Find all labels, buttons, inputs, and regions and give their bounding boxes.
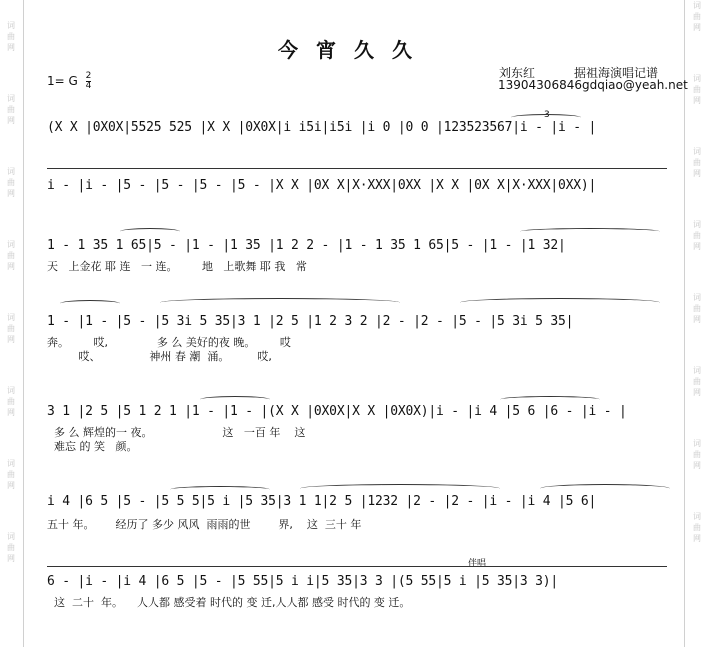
score-row-2: i - |i - |5 - |5 - |5 - |5 - |X X |0X X|X·XXX|0XX |X X |0X X|X·XXX|0XX)| xyxy=(47,178,597,193)
key-signature: 1= G $\frac{2}{4}$ xyxy=(47,71,92,91)
slur xyxy=(160,298,400,307)
slur xyxy=(511,114,581,121)
slur xyxy=(200,396,270,403)
score-row-3: 1 - 1 35 1 65|5 - |1 - |1 35 |1 2 2 - |1 - 1 35 1 65|5 - |1 - |1 32| xyxy=(47,238,566,253)
contact-credit: 13904306846gdqiao@yeah.net xyxy=(498,78,688,92)
song-title: 今宵久久 xyxy=(278,38,430,62)
lyrics-row-6: 五十 年。 经历了 多少 风风 雨雨的世 界, 这 三十 年 xyxy=(47,518,362,531)
slur xyxy=(520,228,660,235)
lyrics-row-7: 这 二十 年。 人人都 感受着 时代的 变 迁,人人都 感受 时代的 变 迁。 xyxy=(47,596,411,609)
slur xyxy=(60,300,120,307)
slur xyxy=(460,298,660,307)
slur xyxy=(170,486,270,493)
lyrics-row-5b: 难忘 的 笑 颜。 xyxy=(47,440,138,453)
tie-line xyxy=(47,566,667,567)
slur xyxy=(300,484,500,493)
slur xyxy=(120,228,180,235)
lyrics-row-5: 多 么 辉煌的一 夜。 这 一百 年 这 xyxy=(47,426,306,439)
left-margin-line xyxy=(23,0,24,647)
right-margin-line xyxy=(684,0,685,647)
slur xyxy=(500,396,600,403)
watermark-right: 词 曲 网 词 曲 网 词 曲 网 词 曲 网 词 曲 网 词 曲 网 词 曲 网 词 曲 网 xyxy=(693,1,701,543)
composer-credit: 刘东红 xyxy=(499,66,536,80)
score-row-1: (X X |0X0X|5525 525 |X X |0X0X|i i5i|i5i |i 0 |0 0 |123523567|i - |i - | xyxy=(47,120,597,135)
time-signature: $\frac{2}{4}$ xyxy=(85,71,92,91)
score-row-5: 3 1 |2 5 |5 1 2 1 |1 - |1 - |(X X |0X0X|X X |0X0X)|i - |i 4 |5 6 |6 - |i - | xyxy=(47,404,627,419)
score-row-6: i 4 |6 5 |5 - |5 5 5|5 i |5 35|3 1 1|2 5 |1232 |2 - |2 - |i - |i 4 |5 6| xyxy=(47,494,597,509)
score-row-4: 1 - |1 - |5 - |5 3i 5 35|3 1 |2 5 |1 2 3 2 |2 - |2 - |5 - |5 3i 5 35| xyxy=(47,314,574,329)
lyrics-row-3: 天 上金花 耶 连 一 连。 地 上歌舞 耶 我 常 xyxy=(47,260,307,273)
watermark-left: 词 曲 网 词 曲 网 词 曲 网 词 曲 网 词 曲 网 词 曲 网 词 曲 网 词 曲 网 xyxy=(7,21,15,563)
source-credit: 据祖海演唱记谱 xyxy=(574,66,659,80)
score-row-7: 6 - |i - |i 4 |6 5 |5 - |5 55|5 i i|5 35|3 3 |(5 55|5 i |5 35|3 3)| xyxy=(47,574,558,589)
tie-line xyxy=(47,168,667,169)
lyrics-row-4b: 哎、 神州 春 潮 涌。 哎, xyxy=(47,350,272,363)
accompaniment-label: 伴唱 xyxy=(468,559,487,569)
slur xyxy=(540,484,670,493)
fermata-mark: 3 xyxy=(544,110,550,120)
lyrics-row-4: 奔。 哎, 多 么 美好的夜 晚。 哎 xyxy=(47,336,291,349)
